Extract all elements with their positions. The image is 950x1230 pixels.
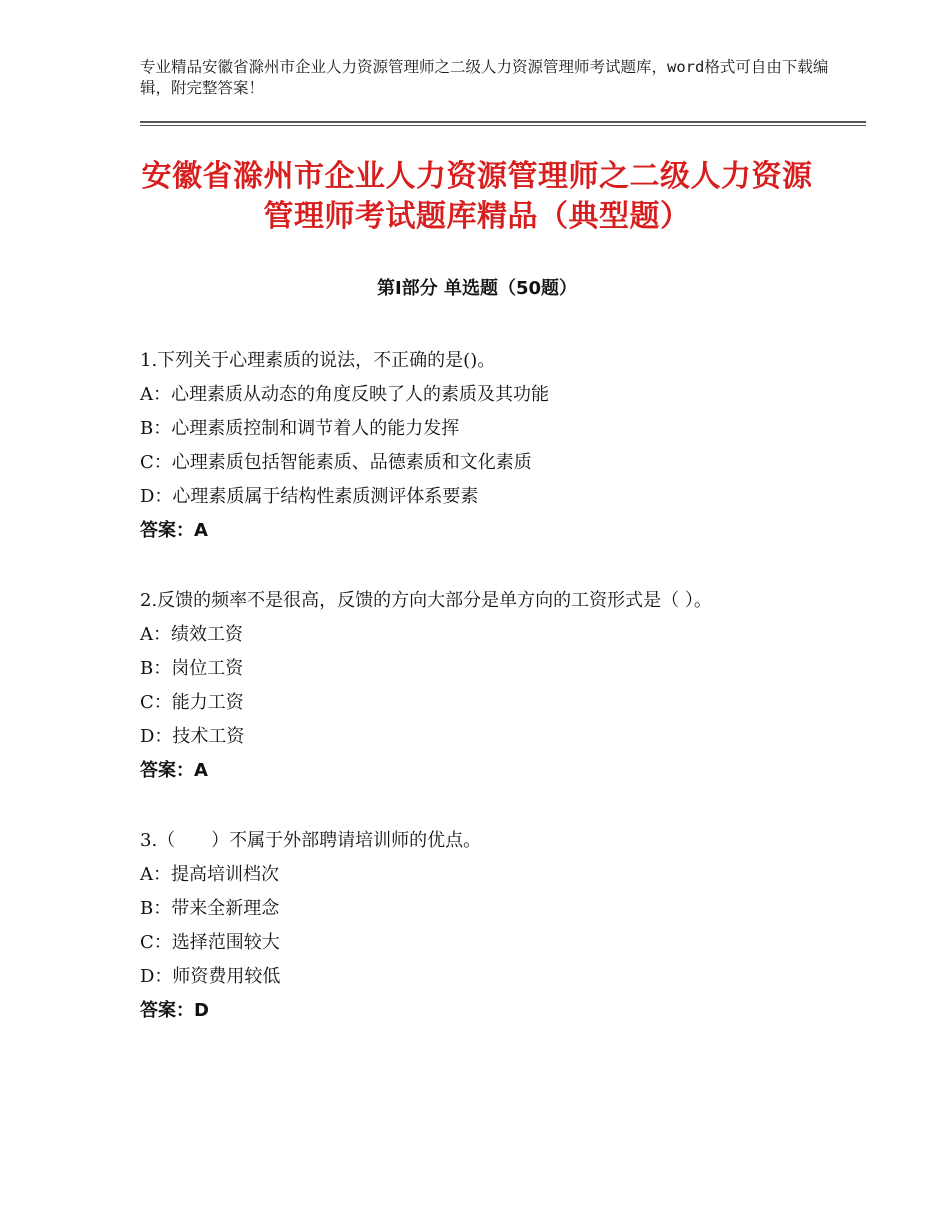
option-a: A：提高培训档次 — [140, 864, 279, 885]
option-c: C：选择范围较大 — [140, 932, 280, 953]
question-stem: 1.下列关于心理素质的说法，不正确的是()。 — [140, 350, 496, 371]
option-c: C：能力工资 — [140, 692, 244, 713]
answer-label: 答案：A — [140, 520, 208, 541]
document-title: 安徽省滁州市企业人力资源管理师之二级人力资源管理师考试题库精品（典型题） — [141, 159, 813, 234]
option-d: D：心理素质属于结构性素质测评体系要素 — [140, 486, 479, 507]
option-b: B：岗位工资 — [140, 658, 244, 679]
option-a: A：绩效工资 — [140, 624, 243, 645]
header-divider-thick — [140, 121, 866, 123]
answer-label: 答案：A — [140, 760, 208, 781]
question-stem: 2.反馈的频率不是很高，反馈的方向大部分是单方向的工资形式是（ ）。 — [140, 590, 712, 611]
option-d: D：技术工资 — [140, 726, 245, 747]
option-a: A：心理素质从动态的角度反映了人的素质及其功能 — [140, 384, 549, 405]
option-b: B：心理素质控制和调节着人的能力发挥 — [140, 418, 460, 439]
question-list — [140, 344, 800, 1064]
option-d: D：师资费用较低 — [140, 966, 281, 987]
option-c: C：心理素质包括智能素质、品德素质和文化素质 — [140, 452, 532, 473]
option-b: B：带来全新理念 — [140, 898, 280, 919]
section-title: 第Ⅰ部分 单选题（50题） — [376, 278, 577, 299]
header-divider-thin — [140, 125, 866, 126]
question-item — [140, 824, 800, 1028]
question-stem: 3.（ ）不属于外部聘请培训师的优点。 — [140, 830, 482, 851]
answer-label: 答案：D — [140, 1000, 209, 1021]
header-note: 专业精品安徽省滁州市企业人力资源管理师之二级人力资源管理师考试题库，word格式可自由下载编辑，附完整答案！ — [140, 58, 829, 97]
question-item — [140, 344, 800, 548]
question-item — [140, 584, 800, 788]
